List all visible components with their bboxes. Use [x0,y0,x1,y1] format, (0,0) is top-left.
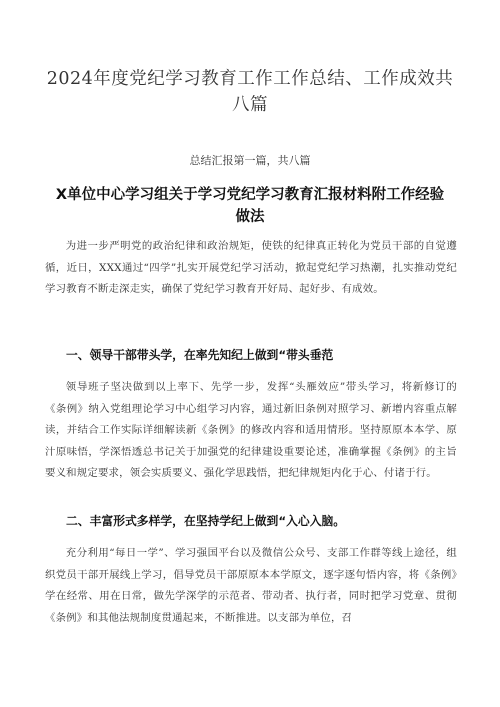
paragraph-section-2: 充分利用“每日一学”、学习强国平台以及微信公众号、支部工作群等线上途径，组织党员干部开展线上学习，倡导党员干部原原本本学原文，逐字逐句悟内容，将《条例》学在经常、用在日常，做先学深学的示范者、带动者、执行者，同时把学习党章、贯彻《条例》和其他法规制度贯通起来，不断推进。以支部为单位，召 [45,547,457,624]
article-title: X单位中心学习组关于学习党纪学习教育汇报材料附工作经验做法 [55,187,445,225]
document-subtitle: 总结汇报第一篇，共八篇 [189,154,311,167]
document-title: 2024年度党纪学习教育工作工作总结、工作成效共八篇 [46,69,454,115]
section-heading-1: 一、领导干部带头学，在率先知纪上做到“带头垂范 [66,348,334,362]
section-heading-2: 二、丰富形式多样学，在坚持学纪上做到“入心入脑。 [66,514,346,528]
paragraph-section-1: 领导班子坚决做到以上率下、先学一步，发挥“头雁效应”带头学习，将新修订的《条例》纳入党组理论学习中心组学习内容，通过新旧条例对照学习、新增内容重点解读，并结合工作实际详细解读新《条例》的修改内容和适用情形。坚持原原本本学、原汁原味悟，学深悟透总书记关于加强党的纪律建设重要论述，准确掌握《条例》的主旨要义和规定要求，领会实质要义、强化学思践悟，把纪律规矩内化于心、付诸于行。 [45,381,457,479]
paragraph-intro: 为进一步严明党的政治纪律和政治规矩，使铁的纪律真正转化为党员干部的自觉遵循，近日，XXX通过“四学”扎实开展党纪学习活动，掀起党纪学习热潮，扎实推动党纪学习教育不断走深走实，确保了党纪学习教育开好局、起好步、有成效。 [45,240,457,295]
